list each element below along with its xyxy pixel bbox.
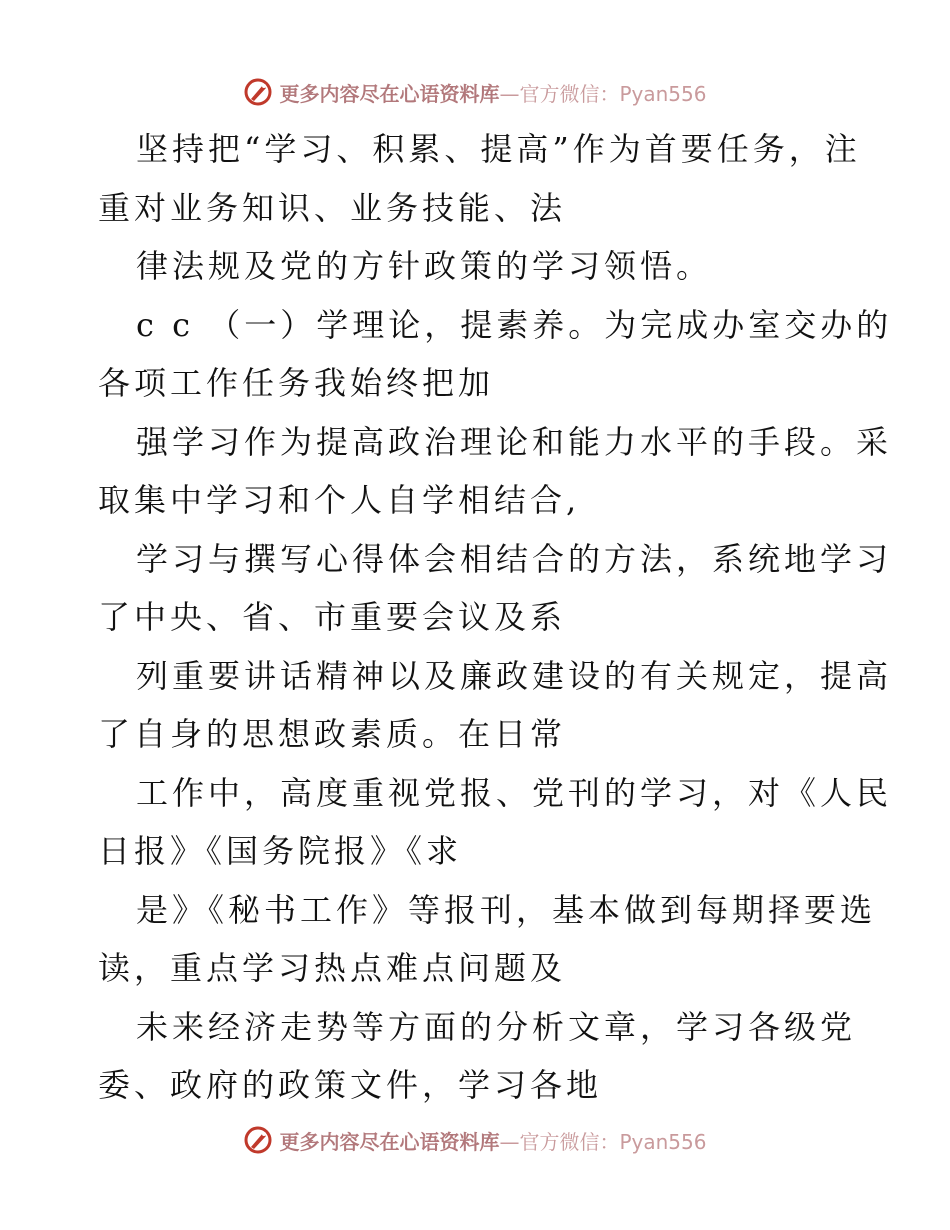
- document-line: 委、政府的政策文件，学习各地: [98, 1066, 603, 1104]
- document-line: 列重要讲话精神以及廉政建设的有关规定，提高: [136, 656, 893, 695]
- footer-banner-main: 更多内容尽在心语资料库: [279, 1129, 500, 1154]
- footer-banner-text: [279, 1126, 706, 1155]
- document-line: 各项工作任务我始终把加: [98, 364, 495, 402]
- document-line: 工作中，高度重视党报、党刊的学习，对《人民: [136, 773, 893, 812]
- document-line: 律法规及党的方针政策的学习领悟。: [136, 247, 713, 285]
- header-banner-text: [279, 78, 706, 107]
- document-line: 是》《秘书工作》等报刊，基本做到每期择要选: [136, 890, 877, 929]
- document-line: 重对业务知识、业务技能、法: [98, 188, 567, 227]
- document-line: 强学习作为提高政治理论和能力水平的手段。采: [136, 422, 893, 461]
- document-body: [98, 120, 893, 1115]
- document-line: 未来经济走势等方面的分析文章，学习各级党: [136, 1007, 857, 1046]
- document-line: c c （一）学理论，提素养。为完成办室交办的: [136, 305, 893, 344]
- document-line: 日报》《国务院报》《求: [98, 832, 463, 870]
- document-line: 了自身的思想政素质。在日常: [98, 715, 567, 753]
- header-banner-main: 更多内容尽在心语资料库: [279, 81, 500, 106]
- pen-nib-circle-logo-icon: [243, 77, 273, 107]
- pen-nib-circle-logo-icon: [243, 1125, 273, 1155]
- document-line: 学习与撰写心得体会相结合的方法，系统地学习: [136, 539, 893, 578]
- footer-banner: [0, 1120, 950, 1160]
- header-banner-sub: —官方微信：Pyan556: [499, 81, 707, 106]
- header-banner: [0, 72, 950, 112]
- document-line: 取集中学习和个人自学相结合,: [98, 481, 581, 519]
- document-line: 读，重点学习热点难点问题及: [98, 949, 567, 987]
- document-line: 了中央、省、市重要会议及系: [98, 598, 567, 636]
- document-line: 坚持把“学习、积累、提高”作为首要任务，注: [136, 130, 861, 168]
- footer-banner-sub: —官方微信：Pyan556: [499, 1129, 707, 1154]
